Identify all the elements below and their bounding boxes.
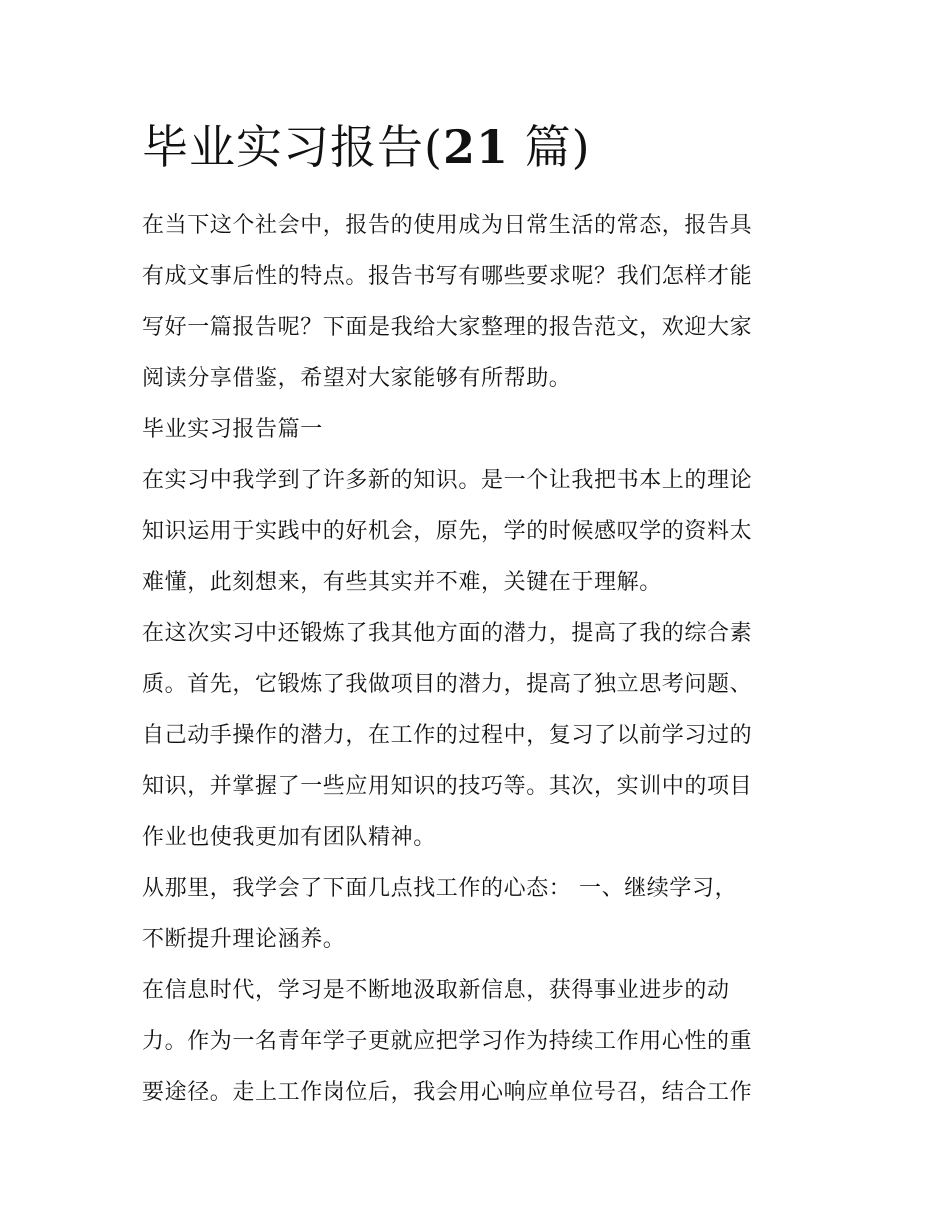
text-line: 在信息时代，学习是不断地汲取新信息，获得事业进步的动	[142, 978, 730, 1003]
text-line: 有成文事后性的特点。报告书写有哪些要求呢？我们怎样才能	[142, 264, 753, 289]
text-line: 在实习中我学到了许多新的知识。是一个让我把书本上的理论	[142, 468, 753, 493]
text-line: 作业也使我更加有团队精神。	[142, 825, 436, 850]
text-line: 在这次实习中还锻炼了我其他方面的潜力，提高了我的综合素	[142, 621, 753, 646]
text-line: 阅读分享借鉴，希望对大家能够有所帮助。	[142, 366, 572, 391]
title-count: 21	[442, 120, 509, 174]
document-title	[142, 112, 822, 182]
text-line: 力。作为一名青年学子更就应把学习作为持续工作用心性的重	[142, 1029, 753, 1054]
title-main: 毕业实习报告(	[142, 120, 443, 174]
section-heading-text: 毕业实习报告篇一	[142, 417, 323, 442]
text-line: 在当下这个社会中，报告的使用成为日常生活的常态，报告具	[142, 213, 753, 238]
text-line: 要途径。走上工作岗位后，我会用心响应单位号召，结合工作	[142, 1080, 753, 1105]
text-line: 质。首先，它锻炼了我做项目的潜力，提高了独立思考问题、	[142, 672, 753, 697]
title-suffix: 篇)	[508, 120, 591, 174]
text-line: 知识，并掌握了一些应用知识的技巧等。其次，实训中的项目	[142, 774, 753, 799]
text-line: 写好一篇报告呢？下面是我给大家整理的报告范文，欢迎大家	[142, 315, 753, 340]
text-line: 从那里，我学会了下面几点找工作的心态： 一、继续学习，	[142, 876, 738, 901]
section-heading	[142, 404, 822, 455]
body-paragraph	[142, 965, 822, 1118]
text-line: 知识运用于实践中的好机会，原先，学的时候感叹学的资料太	[142, 519, 753, 544]
text-line: 自己动手操作的潜力，在工作的过程中，复习了以前学习过的	[142, 723, 753, 748]
body-paragraph	[142, 863, 822, 965]
text-line: 难懂，此刻想来，有些其实并不难，关键在于理解。	[142, 570, 662, 595]
text-line: 不断提升理论涵养。	[142, 927, 346, 952]
body-paragraph	[142, 455, 822, 608]
document-page	[142, 112, 822, 1118]
intro-paragraph	[142, 200, 822, 404]
body-paragraph	[142, 608, 822, 863]
